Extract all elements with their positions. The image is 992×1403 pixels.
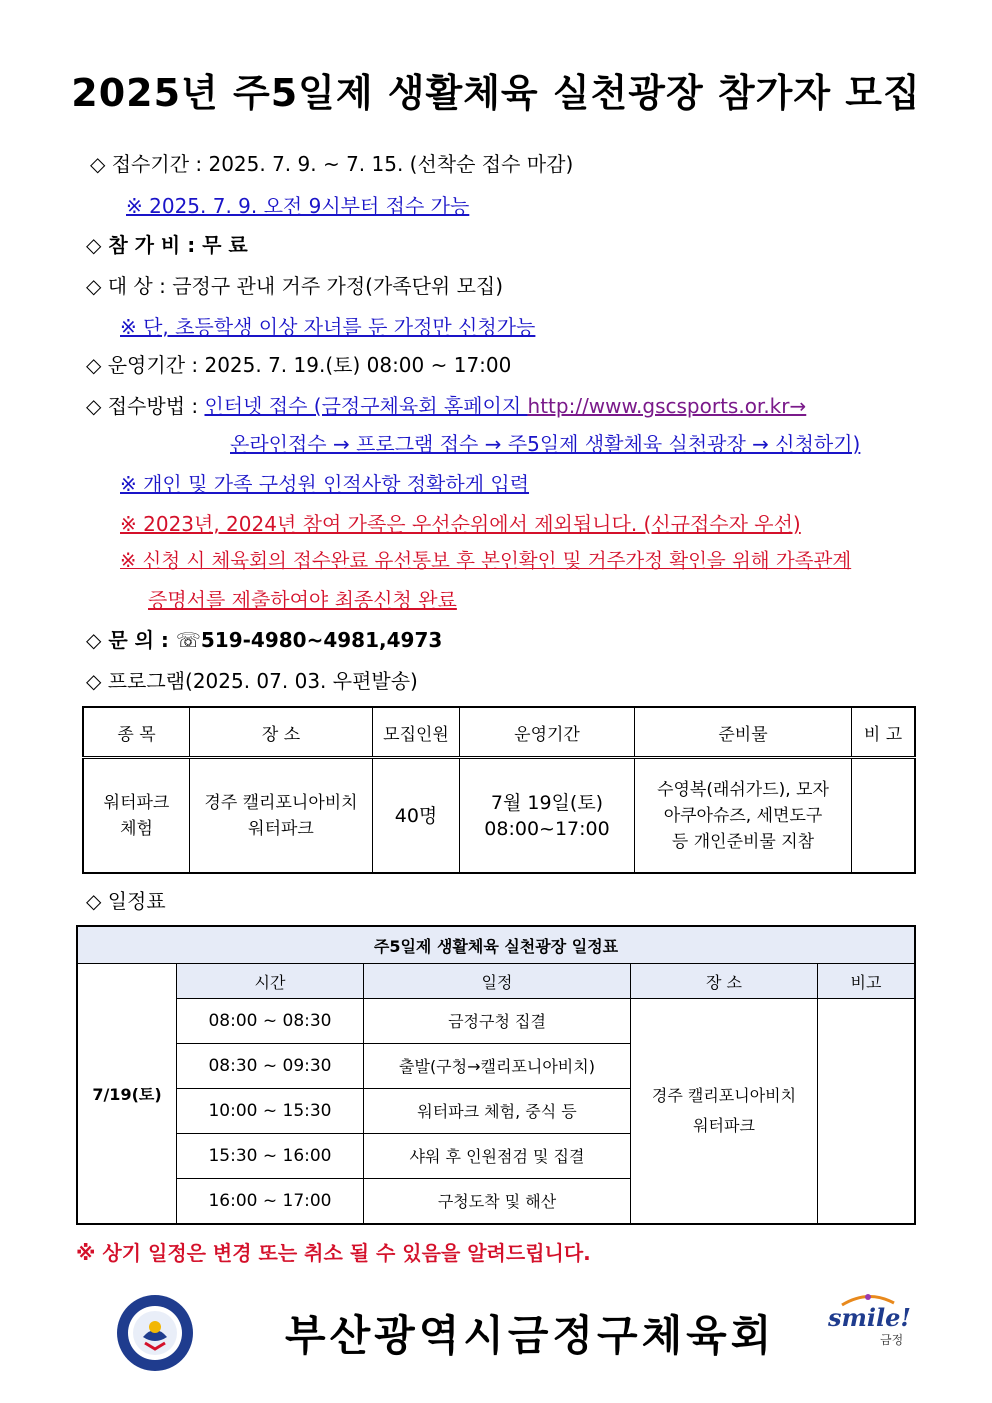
header-remark: 비고 bbox=[818, 964, 916, 999]
plan-cell: 출발(구청→캘리포니아비치) bbox=[364, 1043, 631, 1088]
header-plan: 일정 bbox=[364, 964, 631, 999]
program-table bbox=[82, 706, 916, 874]
plan-cell: 워터파크 체험, 중식 등 bbox=[364, 1088, 631, 1133]
cell-remark bbox=[852, 758, 916, 874]
smile-geumjeong-logo bbox=[826, 1293, 916, 1353]
schedule-remark bbox=[818, 999, 916, 1225]
schedule-date: 7/19(토) bbox=[77, 964, 177, 1225]
target-line: ◇ 대 상 : 금정구 관내 거주 가정(가족단위 모집) bbox=[86, 274, 504, 298]
header-place: 장 소 bbox=[190, 707, 373, 758]
time-cell: 08:30 ~ 09:30 bbox=[177, 1043, 364, 1088]
cell-count: 40명 bbox=[373, 758, 460, 874]
homepage-link[interactable]: http://www.gscsports.or.kr→ bbox=[527, 394, 807, 418]
method-text-2: 온라인접수 → 프로그램 접수 → 주5일제 생활체육 실천광장 → 신청하기) bbox=[230, 432, 861, 456]
target-note: ※ 단, 초등학생 이상 자녀를 둔 가정만 신청가능 bbox=[120, 315, 536, 339]
time-cell: 15:30 ~ 16:00 bbox=[177, 1133, 364, 1178]
schedule-table bbox=[76, 925, 916, 1225]
method-label: ◇ 접수방법 : bbox=[86, 394, 205, 418]
smile-text: smile! bbox=[828, 1303, 911, 1332]
cell-items: 수영복(래쉬가드), 모자 아쿠아슈즈, 세면도구 등 개인준비물 지참 bbox=[635, 758, 852, 874]
program-label: ◇ 프로그램(2025. 07. 03. 우편발송) bbox=[86, 669, 418, 693]
method-line bbox=[86, 393, 806, 419]
sports-council-emblem-icon bbox=[115, 1293, 195, 1373]
note-red-3: 증명서를 제출하여야 최종신청 완료 bbox=[148, 588, 457, 612]
change-notice: ※ 상기 일정은 변경 또는 취소 될 수 있음을 알려드립니다. bbox=[76, 1241, 591, 1265]
period-line: ◇ 접수기간 : 2025. 7. 9. ~ 7. 15. (선착순 접수 마감) bbox=[90, 152, 574, 176]
period-note: ※ 2025. 7. 9. 오전 9시부터 접수 가능 bbox=[126, 194, 470, 218]
schedule-caption: 주5일제 생활체육 실천광장 일정표 bbox=[77, 926, 915, 964]
fee-line: ◇ 참 가 비 : 무 료 bbox=[86, 233, 248, 257]
program-table-header bbox=[83, 707, 915, 758]
time-cell: 08:00 ~ 08:30 bbox=[177, 999, 364, 1044]
smile-sub-text: 금정 bbox=[880, 1333, 904, 1347]
page-title: 2025년 주5일제 생활체육 실천광장 참가자 모집 bbox=[71, 71, 921, 115]
note-red-1: ※ 2023년, 2024년 참여 가족은 우선순위에서 제외됩니다. (신규접수자 우선) bbox=[120, 512, 801, 536]
note-red-2: ※ 신청 시 체육회의 접수완료 유선통보 후 본인확인 및 거주가정 확인을 위해 가족관계 bbox=[120, 549, 852, 572]
schedule-place: 경주 캘리포니아비치 워터파크 bbox=[631, 999, 818, 1225]
table-row bbox=[83, 758, 915, 874]
header-place: 장 소 bbox=[631, 964, 818, 999]
organization-name: 부산광역시금정구체육회 bbox=[285, 1311, 776, 1360]
time-cell: 10:00 ~ 15:30 bbox=[177, 1088, 364, 1133]
plan-cell: 샤워 후 인원점검 및 집결 bbox=[364, 1133, 631, 1178]
header-period: 운영기간 bbox=[460, 707, 635, 758]
plan-cell: 구청도착 및 해산 bbox=[364, 1178, 631, 1224]
cell-event: 워터파크 체험 bbox=[83, 758, 190, 874]
header-remark: 비 고 bbox=[852, 707, 916, 758]
header-items: 준비물 bbox=[635, 707, 852, 758]
note-blue: ※ 개인 및 가족 구성원 인적사항 정확하게 입력 bbox=[120, 472, 530, 496]
plan-cell: 금정구청 집결 bbox=[364, 999, 631, 1044]
table-row bbox=[77, 999, 915, 1044]
header-time: 시간 bbox=[177, 964, 364, 999]
header-event: 종 목 bbox=[83, 707, 190, 758]
inquiry-line: ◇ 문 의 : ☏519-4980~4981,4973 bbox=[86, 628, 443, 652]
run-period-line: ◇ 운영기간 : 2025. 7. 19.(토) 08:00 ~ 17:00 bbox=[86, 353, 512, 377]
cell-place: 경주 캘리포니아비치 워터파크 bbox=[190, 758, 373, 874]
header-count: 모집인원 bbox=[373, 707, 460, 758]
method-text: 인터넷 접수 (금정구체육회 홈페이지 bbox=[204, 394, 528, 418]
schedule-label: ◇ 일정표 bbox=[86, 889, 166, 913]
cell-period: 7월 19일(토) 08:00~17:00 bbox=[460, 758, 635, 874]
time-cell: 16:00 ~ 17:00 bbox=[177, 1178, 364, 1224]
